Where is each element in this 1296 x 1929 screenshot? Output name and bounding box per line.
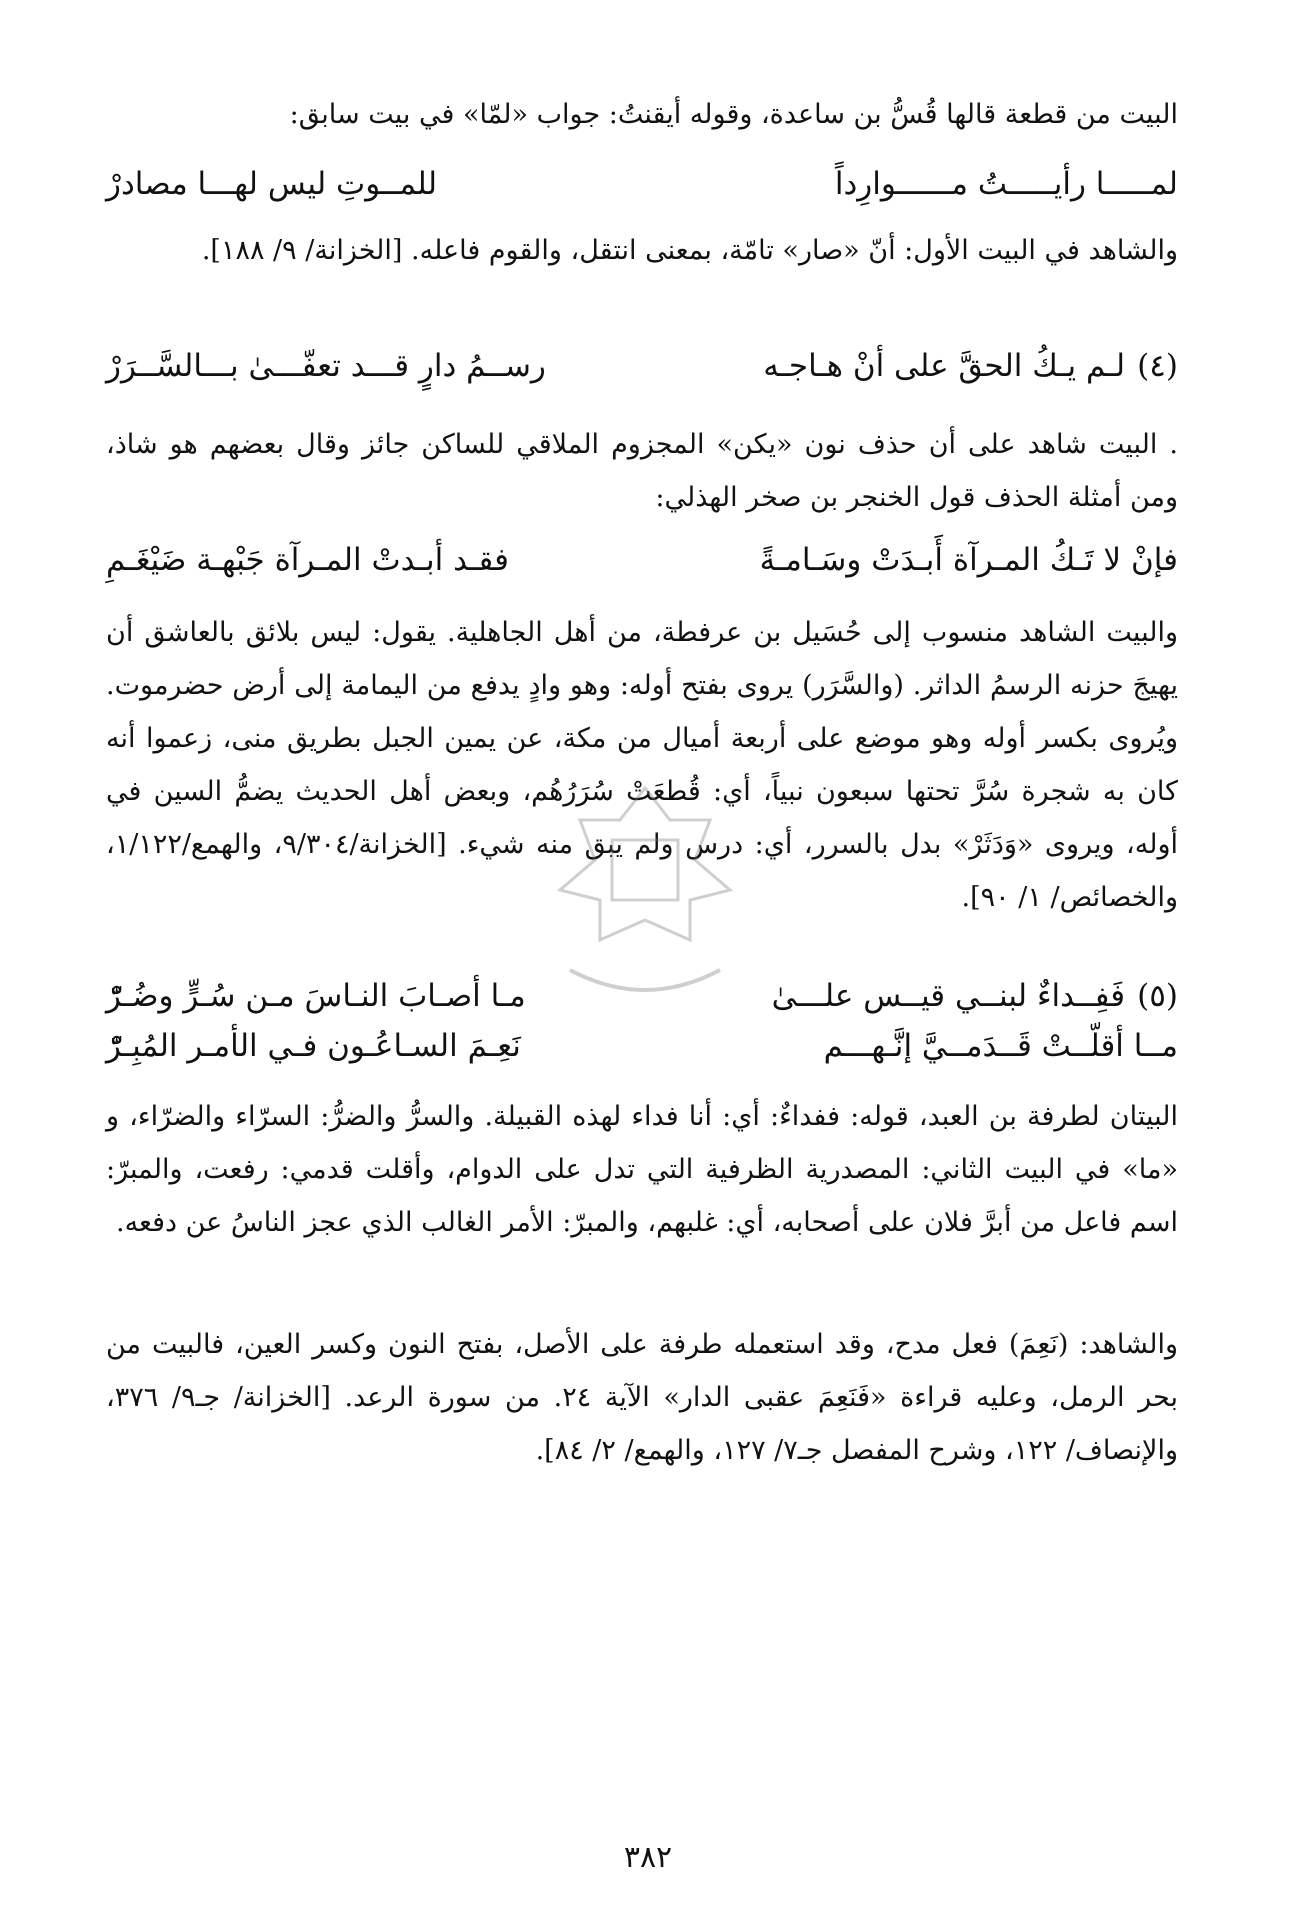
verse-first-hemistich: (٤)لـم يـكُ الحقَّ على أنْ هـاجـه bbox=[763, 348, 1178, 384]
verse-number: (٤) bbox=[1137, 348, 1178, 384]
verse-first-hemistich: مــا أقلّــتْ قَــدَمــيَّ إنَّـهـــم bbox=[823, 1028, 1178, 1064]
paragraph-shahid-2: . البيت شاهد على أن حذف نون «يكن» المجزوم الملاقي للساكن جائز وقال بعضهم هو شاذ، ومن أمثلة الحذف قول الخنجر بن صخر الهذلي: bbox=[106, 429, 1178, 513]
verse-second-hemistich: رســمُ دارٍ قـــد تعفّـــىٰ بـــالسَّــرَرْ bbox=[106, 348, 546, 384]
verse-line-5 bbox=[106, 1016, 1178, 1076]
verse-first-hemistich: فإنْ لا تَـكُ المـرآة أَبـدَتْ وسَـامـةً bbox=[759, 542, 1178, 578]
verse-second-hemistich: مـا أصـابَ النـاسَ مـن سُـرٍّ وضُـرّْ bbox=[106, 978, 526, 1014]
page-number: ٣٨٢ bbox=[623, 1840, 673, 1875]
paragraph-intro: البيت من قطعة قالها قُسُّ بن ساعدة، وقوله أيقنتُ: جواب «لمّا» في بيت سابق: bbox=[289, 99, 1178, 130]
verse-first-hemistich: لمـــــا رأيـــــتُ مــــــوارِداً bbox=[834, 166, 1178, 202]
verse-second-hemistich: نَعِـمَ السـاعُـون فـي الأمـر المُبِـرّْ bbox=[106, 1028, 521, 1064]
verse-second-hemistich: للمــوتِ ليس لهـــا مصادرْ bbox=[106, 166, 438, 202]
paragraph-shahid-1: والشاهد في البيت الأول: أنّ «صار» تامّة، بمعنى انتقل، والقوم فاعله. [الخزانة/ ٩/ ١٨٨]. bbox=[201, 235, 1178, 266]
library-seal-watermark bbox=[530, 780, 760, 1020]
verse-first-hemistich: (٥)فَفِــداءٌ لبنــي قيــس علـــىٰ bbox=[771, 978, 1178, 1014]
verse-number: (٥) bbox=[1137, 978, 1178, 1014]
paragraph-commentary-1: والبيت الشاهد منسوب إلى حُسَيل بن عرفطة، من أهل الجاهلية. يقول: ليس بلائق بالعاشق أن يهيجَ حزنه الرسمُ الداثر. (والسَّرَر) يروى بفتح أوله: وهو وادٍ يدفع من اليمامة إلى أرض حضرموت. ويُروى بكسر أوله وهو موضع على أربعة أميال من مكة، عن يمين الجبل بطريق منى، زعموا أنه كان به شجرة سُرَّ تحتها سبعون نبياً، أي: قُطعَتْ سُرَرُهُم، وبعض أهل الحديث يضمُّ السين في أوله، ويروى «وَدَثَرْ» بدل بالسرر، أي: درس ولم يبق منه شيء. [الخزانة/٩/٣٠٤، والهمع/١/١٢٢، والخصائص/ ١/ ٩٠]. bbox=[106, 617, 1178, 913]
paragraph-commentary-2: البيتان لطرفة بن العبد، قوله: ففداءٌ: أي: أنا فداء لهذه القبيلة. والسرُّ والضرُّ: السرّاء والضرّاء، و «ما» في البيت الثاني: المصدرية الظرفية التي تدل على الدوام، وأقلت قدمي: رفعت، والمبرّ: اسم فاعل من أبرَّ فلان على أصحابه، أي: غلبهم، والمبرّ: الأمر الغالب الذي عجز الناسُ عن دفعه. bbox=[106, 1101, 1178, 1238]
verse-second-hemistich: فقـد أبـدتْ المـرآة جَبْهـة ضَيْغَـمِ bbox=[106, 542, 509, 578]
verse-line-1 bbox=[106, 154, 1178, 214]
paragraph-commentary-3: والشاهد: (نَعِمَ) فعل مدح، وقد استعمله طرفة على الأصل، بفتح النون وكسر العين، فالبيت من بحر الرمل، وعليه قراءة «فَنَعِمَ عقبى الدار» الآية ٢٤. من سورة الرعد. [الخزانة/ جـ٩/ ٣٧٦، والإنصاف/ ١٢٢، وشرح المفصل جـ٧/ ١٢٧، والهمع/ ٢/ ٨٤]. bbox=[106, 1329, 1178, 1466]
verse-line-3 bbox=[106, 530, 1178, 590]
verse-line-2 bbox=[106, 336, 1178, 396]
